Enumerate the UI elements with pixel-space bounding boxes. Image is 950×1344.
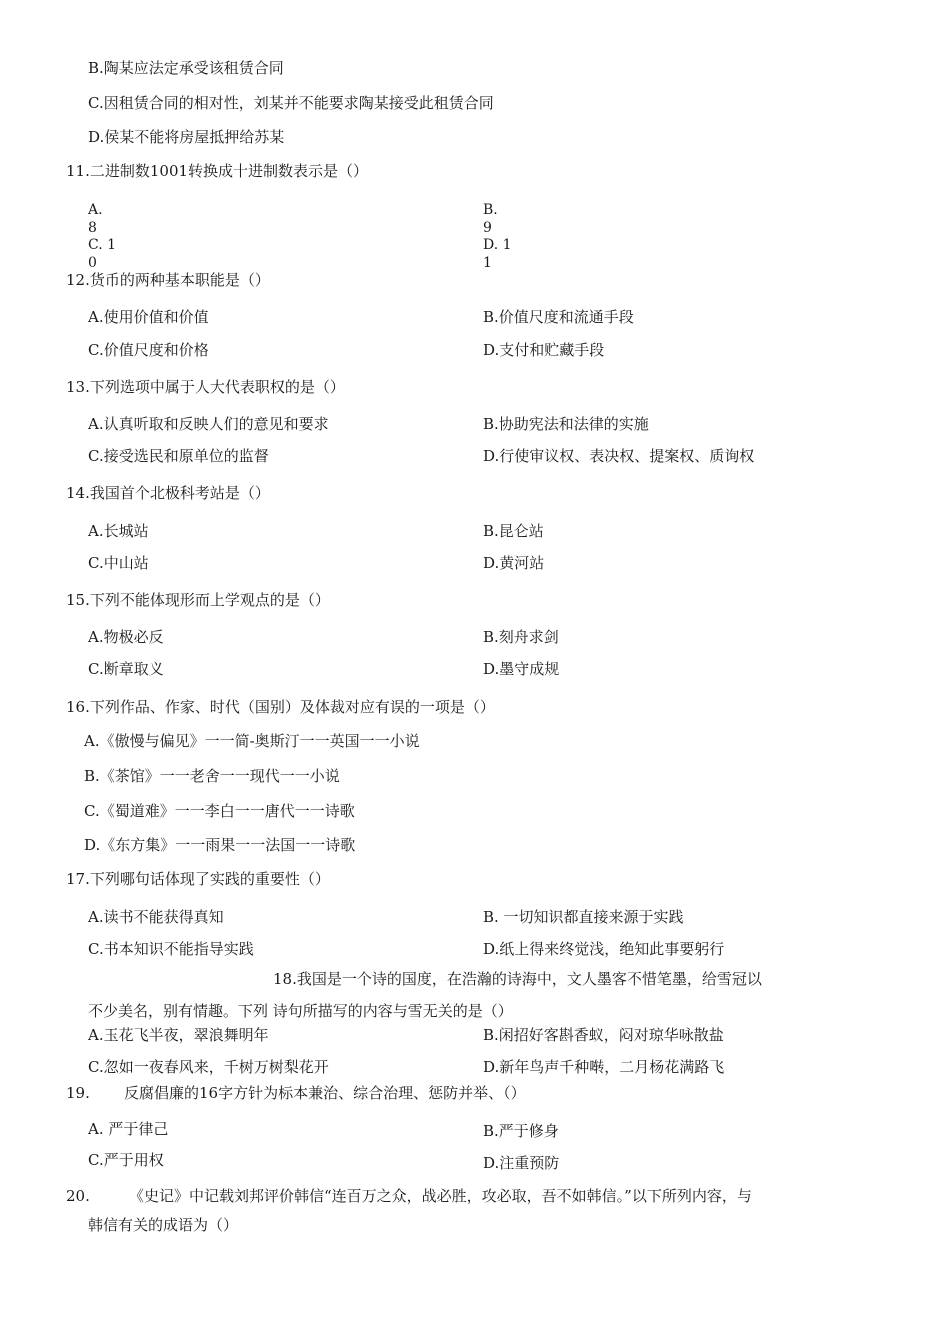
q11-stem: 11.二进制数1001转换成十进制数表示是（） xyxy=(66,162,369,180)
q19-number: 19. xyxy=(66,1084,90,1102)
q18-stem-line2: 不少美名，别有情趣。下列 诗句所描写的内容与雪无关的是（） xyxy=(88,1002,513,1020)
q11-option-d-label: D. 1 xyxy=(483,237,512,253)
q12-stem: 12.货币的两种基本职能是（） xyxy=(66,271,270,289)
q15-option-b: B.刻舟求剑 xyxy=(483,628,559,646)
q14-option-d: D.黄河站 xyxy=(483,554,545,572)
q12-option-b: B.价值尺度和流通手段 xyxy=(483,308,634,326)
q10-option-b: B.陶某应法定承受该租赁合同 xyxy=(88,59,284,77)
q11-option-b-value: 9 xyxy=(483,220,492,236)
q11-option-c-label: C. 1 xyxy=(88,237,117,253)
q16-option-a: A.《傲慢与偏见》一一简-奥斯汀一一英国一一小说 xyxy=(84,732,420,750)
q14-option-b: B.昆仑站 xyxy=(483,522,544,540)
q15-option-c: C.断章取义 xyxy=(88,660,164,678)
q10-option-d: D.侯某不能将房屋抵押给苏某 xyxy=(88,128,285,146)
q13-stem: 13.下列选项中属于人大代表职权的是（） xyxy=(66,378,345,396)
q14-stem: 14.我国首个北极科考站是（） xyxy=(66,484,270,502)
q15-option-a: A.物极必反 xyxy=(88,628,164,646)
q20-number: 20. xyxy=(66,1187,90,1205)
q11-option-b-label: B. xyxy=(483,202,498,218)
q18-option-c: C.忽如一夜春风来，千树万树梨花开 xyxy=(88,1058,329,1076)
q13-option-c: C.接受选民和原单位的监督 xyxy=(88,447,269,465)
q12-option-d: D.支付和贮藏手段 xyxy=(483,341,605,359)
q17-option-a: A.读书不能获得真知 xyxy=(88,908,224,926)
q13-option-a: A.认真听取和反映人们的意见和要求 xyxy=(88,415,329,433)
q12-option-a: A.使用价值和价值 xyxy=(88,308,209,326)
q19-option-b: B.严于修身 xyxy=(483,1122,559,1140)
q15-option-d: D.墨守成规 xyxy=(483,660,560,678)
q17-option-b: B. 一切知识都直接来源于实践 xyxy=(483,908,684,926)
q18-option-d: D.新年鸟声千种啭，二月杨花满路飞 xyxy=(483,1058,725,1076)
q15-stem: 15.下列不能体现形而上学观点的是（） xyxy=(66,591,330,609)
q12-option-c: C.价值尺度和价格 xyxy=(88,341,209,359)
q11-option-c-value: 0 xyxy=(88,255,97,271)
q19-option-a: A. 严于律己 xyxy=(88,1120,169,1138)
q16-option-b: B.《茶馆》一一老舍一一现代一一小说 xyxy=(84,767,340,785)
q16-option-c: C.《蜀道难》一一李白一一唐代一一诗歌 xyxy=(84,802,355,820)
q13-option-d: D.行使审议权、表决权、提案权、质询权 xyxy=(483,447,755,465)
q17-option-d: D.纸上得来终觉浅，绝知此事要躬行 xyxy=(483,940,725,958)
q13-option-b: B.协助宪法和法律的实施 xyxy=(483,415,649,433)
q11-option-a-value: 8 xyxy=(88,220,97,236)
q14-option-a: A.长城站 xyxy=(88,522,149,540)
q17-stem: 17.下列哪句话体现了实践的重要性（） xyxy=(66,870,330,888)
q18-option-a: A.玉花飞半夜，翠浪舞明年 xyxy=(88,1026,269,1044)
q16-option-d: D.《东方集》一一雨果一一法国一一诗歌 xyxy=(84,836,356,854)
q19-option-c: C.严于用权 xyxy=(88,1151,164,1169)
q14-option-c: C.中山站 xyxy=(88,554,149,572)
q11-option-d-value: 1 xyxy=(483,255,492,271)
q10-option-c: C.因租赁合同的相对性，刘某并不能要求陶某接受此租赁合同 xyxy=(88,94,494,112)
q16-stem: 16.下列作品、作家、时代（国别）及体裁对应有误的一项是（） xyxy=(66,698,495,716)
q18-option-b: B.闲招好客斟香蚁，闷对琼华咏散盐 xyxy=(483,1026,724,1044)
q20-stem-line1: 《史记》中记载刘邦评价韩信“连百万之众，战必胜，攻必取，吾不如韩信。”以下所列内容，与 xyxy=(129,1187,752,1205)
q19-stem: 反腐倡廉的16字方针为标本兼治、综合治理、惩防并举、（） xyxy=(124,1084,526,1102)
q17-option-c: C.书本知识不能指导实践 xyxy=(88,940,254,958)
q18-stem-line1: 18.我国是一个诗的国度，在浩瀚的诗海中，文人墨客不惜笔墨，给雪冠以 xyxy=(273,970,762,988)
q20-stem-line2: 韩信有关的成语为（） xyxy=(88,1216,239,1234)
q11-option-a-label: A. xyxy=(88,202,103,218)
q19-option-d: D.注重预防 xyxy=(483,1154,560,1172)
